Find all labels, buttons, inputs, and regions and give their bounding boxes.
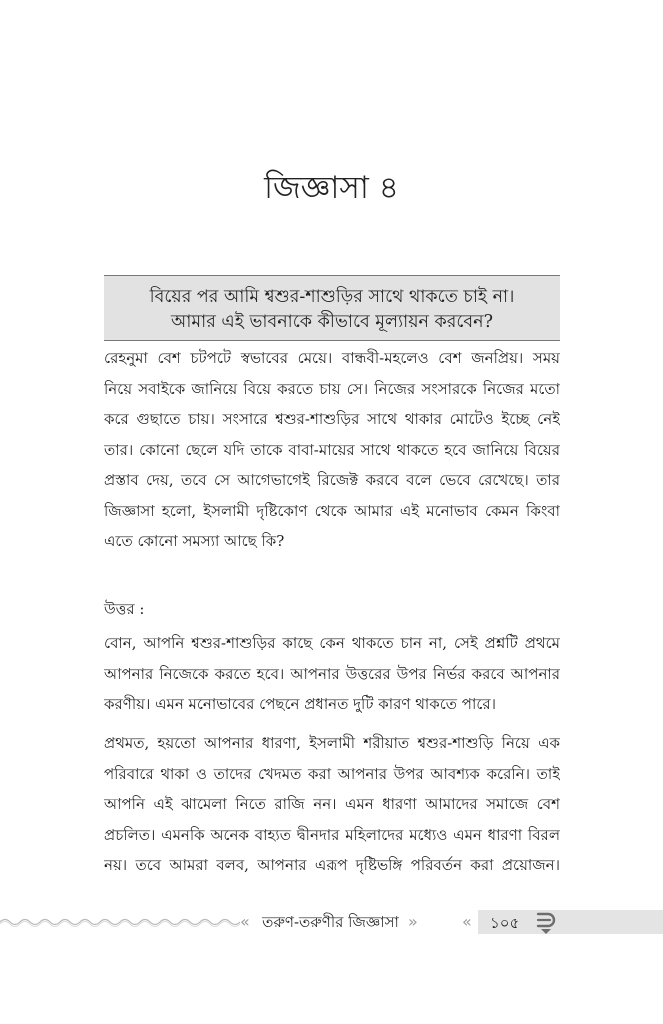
paragraph-line: প্রচলিত। এমনকি অনেক বাহ্যত দ্বীনদার মহিলাদের মধ্যেও এমন ধারণা বিরল bbox=[104, 825, 560, 844]
paragraph-line: বোন, আপনি শ্বশুর-শাশুড়ির কাছে কেন থাকতে চান না, সেই প্রশ্নটি প্রথমে bbox=[104, 634, 560, 652]
paragraph-line: এতে কোনো সমস্যা আছে কি? bbox=[104, 532, 285, 550]
double-chevron-left-icon: « bbox=[240, 912, 250, 931]
answer-paragraph-1 bbox=[104, 628, 560, 720]
paragraph-line: নিয়ে সবাইকে জানিয়ে বিয়ে করতে চায় সে। নিজের সংসারকে নিজের মতো bbox=[104, 379, 560, 398]
page-number: ১০৫ bbox=[490, 914, 520, 932]
paragraph-line: রেহনুমা বেশ চটপটে স্বভাবের মেয়ে। বান্ধবী-মহলেও বেশ জনপ্রিয়। সময় bbox=[104, 349, 560, 367]
page-footer bbox=[0, 907, 663, 937]
footer-title-group bbox=[238, 907, 423, 937]
publisher-logo-icon bbox=[535, 911, 557, 935]
question-line: আমার এই ভাবনাকে কীভাবে মূল্যায়ন করবেন? bbox=[171, 312, 493, 332]
paragraph-line: প্রস্তাব দেয়, তবে সে আগেভাগেই রিজেক্ট করবে বলে ভেবে রেখেছে। তার bbox=[104, 471, 560, 489]
paragraph-line: করে গুছাতে চায়। সংসারে শ্বশুর-শাশুড়ির সাথে থাকার মোটেও ইচ্ছে নেই bbox=[104, 410, 560, 428]
book-title: তরুণ-তরুণীর জিজ্ঞাসা bbox=[262, 913, 399, 931]
paragraph-line: নয়। তবে আমরা বলব, আপনার এরূপ দৃষ্টিভঙ্গি পরিবর্তন করা প্রয়োজন। bbox=[104, 856, 560, 874]
paragraph-line: করণীয়। এমন মনোভাবের পেছনে প্রধানত দুটি কারণ থাকতে পারে। bbox=[104, 695, 496, 713]
intro-paragraph bbox=[104, 343, 560, 557]
question-line: বিয়ের পর আমি শ্বশুর-শাশুড়ির সাথে থাকতে চাই না। bbox=[149, 287, 515, 307]
double-chevron-left-icon: « bbox=[462, 912, 472, 931]
paragraph-line: জিজ্ঞাসা হলো, ইসলামী দৃষ্টিকোণ থেকে আমার এই মনোভাব কেমন কিংবা bbox=[104, 501, 560, 520]
paragraph-line: আপনার নিজেকে করতে হবে। আপনার উত্তরের উপর নির্ভর করবে আপনার bbox=[104, 664, 560, 683]
paragraph-line: পরিবারে থাকা ও তাদের খেদমত করা আপনার উপর আবশ্যক করেনি। তাই bbox=[104, 764, 560, 783]
paragraph-line: প্রথমত, হয়তো আপনার ধারণা, ইসলামী শরীয়াত শ্বশুর-শাশুড়ি নিয়ে এক bbox=[104, 734, 560, 752]
chapter-title: জিজ্ঞাসা ৪ bbox=[264, 170, 399, 206]
wave-ornament-icon bbox=[0, 915, 240, 929]
question-box bbox=[104, 275, 560, 341]
double-chevron-right-icon: » bbox=[408, 912, 418, 931]
answer-paragraph-2 bbox=[104, 728, 560, 881]
answer-label: উত্তর : bbox=[104, 600, 145, 618]
paragraph-line: আপনি এই ঝামেলা নিতে রাজি নন। এমন ধারণা আমাদের সমাজে বেশ bbox=[104, 795, 560, 813]
paragraph-line: তার। কোনো ছেলে যদি তাকে বাবা-মায়ের সাথে থাকতে হবে জানিয়ে বিয়ের bbox=[104, 440, 560, 459]
